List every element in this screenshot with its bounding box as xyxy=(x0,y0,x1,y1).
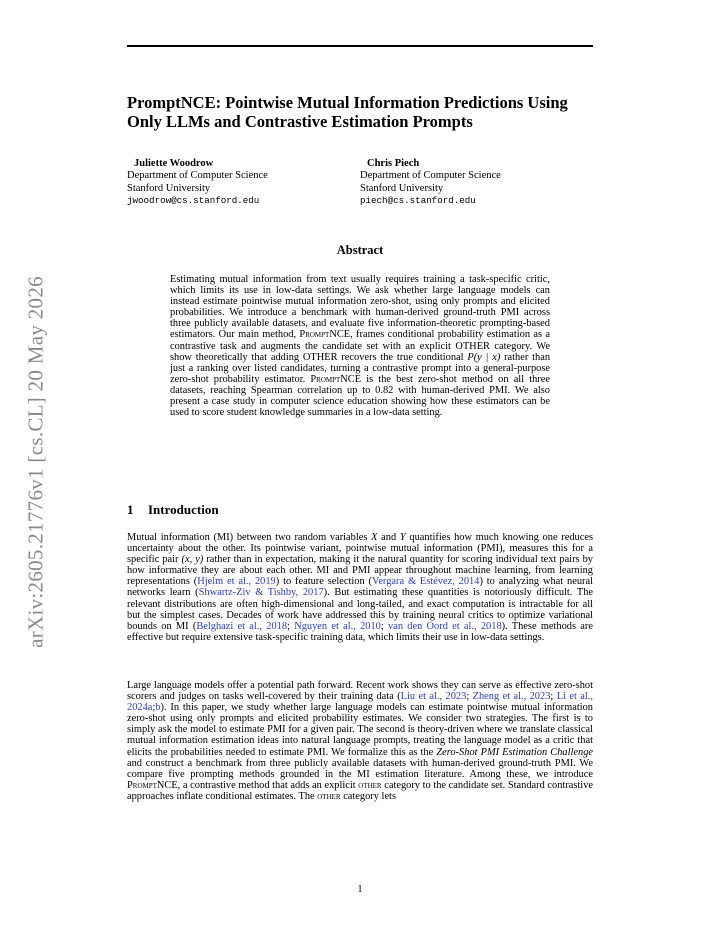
citation-link[interactable]: Nguyen et al., 2010 xyxy=(294,620,381,632)
citation-link[interactable]: Shwartz-Ziv & Tishby, 2017 xyxy=(198,587,324,599)
author-block-2 xyxy=(360,158,501,208)
math-expression: P(y | x) xyxy=(467,351,501,363)
section-heading: 1 Introduction xyxy=(127,502,219,517)
author-department: Department of Computer Science xyxy=(127,170,268,182)
citation-link[interactable]: Li et al., 2024a xyxy=(127,691,593,714)
top-rule xyxy=(127,45,593,47)
method-name: PromptNCE xyxy=(127,779,178,791)
citation-link[interactable]: Zheng et al., 2023 xyxy=(472,691,551,703)
author-email: piech@cs.stanford.edu xyxy=(360,195,476,207)
intro-paragraph-2: Large language models offer a potential path forward. Recent work shows they can serve as effective zero-shot scorers and judges on tasks well-covered by their training data (Liu et al., 2023; Zheng et al., 2023; Li et al., 2024a;b). In this paper, we study whether large language models can estimate pointwise mutual information zero-shot using only prompts and elicited probability estimates. We consider two strategies. The first is to simply ask the model to estimate PMI for a given pair. The second is theory-driven where we translate classical mutual information estimation ideas into natural language prompts, treating the language model as a critic that elicits the probabilities needed to estimate PMI. We formalize this as the Zero-Shot PMI Estimation Challenge and construct a benchmark from three publicly available datasets with human-derived ground-truth PMI. We compare five prompting methods grounded in the MI estimation literature. Among these, we introduce PromptNCE, a contrastive method that adds an explicit other category to the candidate set. Standard contrastive approaches inflate conditional estimates. The other category lets xyxy=(127,680,594,802)
emphasis-text: Zero-Shot PMI Estimation Challenge xyxy=(436,746,593,758)
method-name: PromptNCE xyxy=(299,329,351,341)
citation-link[interactable]: Vergara & Estévez, 2014 xyxy=(371,576,480,588)
author-university: Stanford University xyxy=(127,182,211,194)
citation-link[interactable]: Hjelm et al., 2019 xyxy=(197,576,276,588)
other-category: other xyxy=(317,790,341,802)
paper-title: PromptNCE: Pointwise Mutual Information Predictions Using Only LLMs and Contrastive Estimation Prompts xyxy=(127,93,568,131)
other-category: other xyxy=(358,779,382,791)
abstract-heading: Abstract xyxy=(336,243,384,257)
intro-paragraph-1: Mutual information (MI) between two random variables X and Y quantifies how much knowing one reduces uncertainty about the other. Its pointwise variant, pointwise mutual information (PMI), measures this for a specific pair (x, y) rather than in expectation, making it the natural quantity for scoring individual text pairs by how informative they are about each other. MI and PMI appear throughout machine learning, from learning representations (Hjelm et al., 2019) to feature selection (Vergara & Estévez, 2014) to analyzing what neural networks learn (Shwartz-Ziv & Tishby, 2017). But estimating these quantities is notoriously difficult. The relevant distributions are often high-dimensional and long-tailed, and exact computation is intractable for all but the simplest cases. Decades of work have addressed this by training neural critics to optimize variational bounds on MI (Belghazi et al., 2018; Nguyen et al., 2010; van den Oord et al., 2018). These methods are effective but require extensive task-specific training data, which limits their use in low-data settings. xyxy=(127,532,594,643)
arxiv-identifier: arXiv:2605.21776v1 [cs.CL] 20 May 2026 xyxy=(23,276,48,648)
abstract-body: Estimating mutual information from text usually requires training a task-specific critic, which limits its use in low-data settings. We ask whether large language models can instead estimate pointwise mutual information zero-shot, using only prompts and elicited probabilities. We introduce a benchmark with human-derived ground-truth PMI across three publicly available datasets, and evaluate five information-theoretic prompting-based estimators. Our main method, PromptNCE, frames conditional probability estimation as a contrastive task and augments the candidate set with an explicit OTHER category. We show theoretically that adding OTHER recovers the true conditional P(y | x) rather than just a ranking over listed candidates, turning a contrastive prompt into a general-purpose zero-shot probability estimator. PromptNCE is the best zero-shot method on all three datasets, reaching Spearman correlation up to 0.82 with human-derived PMI. We also present a case study in computer science education showing how these estimators can be used to score student knowledge summaries in a low-data setting. xyxy=(170,274,551,419)
author-name: Juliette Woodrow xyxy=(134,158,214,169)
author-block-1 xyxy=(127,158,268,208)
method-name: PromptNCE xyxy=(310,373,362,385)
author-department: Department of Computer Science xyxy=(360,170,501,182)
citation-link[interactable]: b xyxy=(155,702,161,714)
author-name: Chris Piech xyxy=(367,158,420,169)
author-email: jwoodrow@cs.stanford.edu xyxy=(127,195,260,207)
author-university: Stanford University xyxy=(360,182,444,194)
citation-link[interactable]: Belghazi et al., 2018 xyxy=(196,620,288,632)
page-number: 1 xyxy=(357,884,363,895)
citation-link[interactable]: van den Oord et al., 2018 xyxy=(388,620,502,632)
citation-link[interactable]: Liu et al., 2023 xyxy=(400,691,467,703)
